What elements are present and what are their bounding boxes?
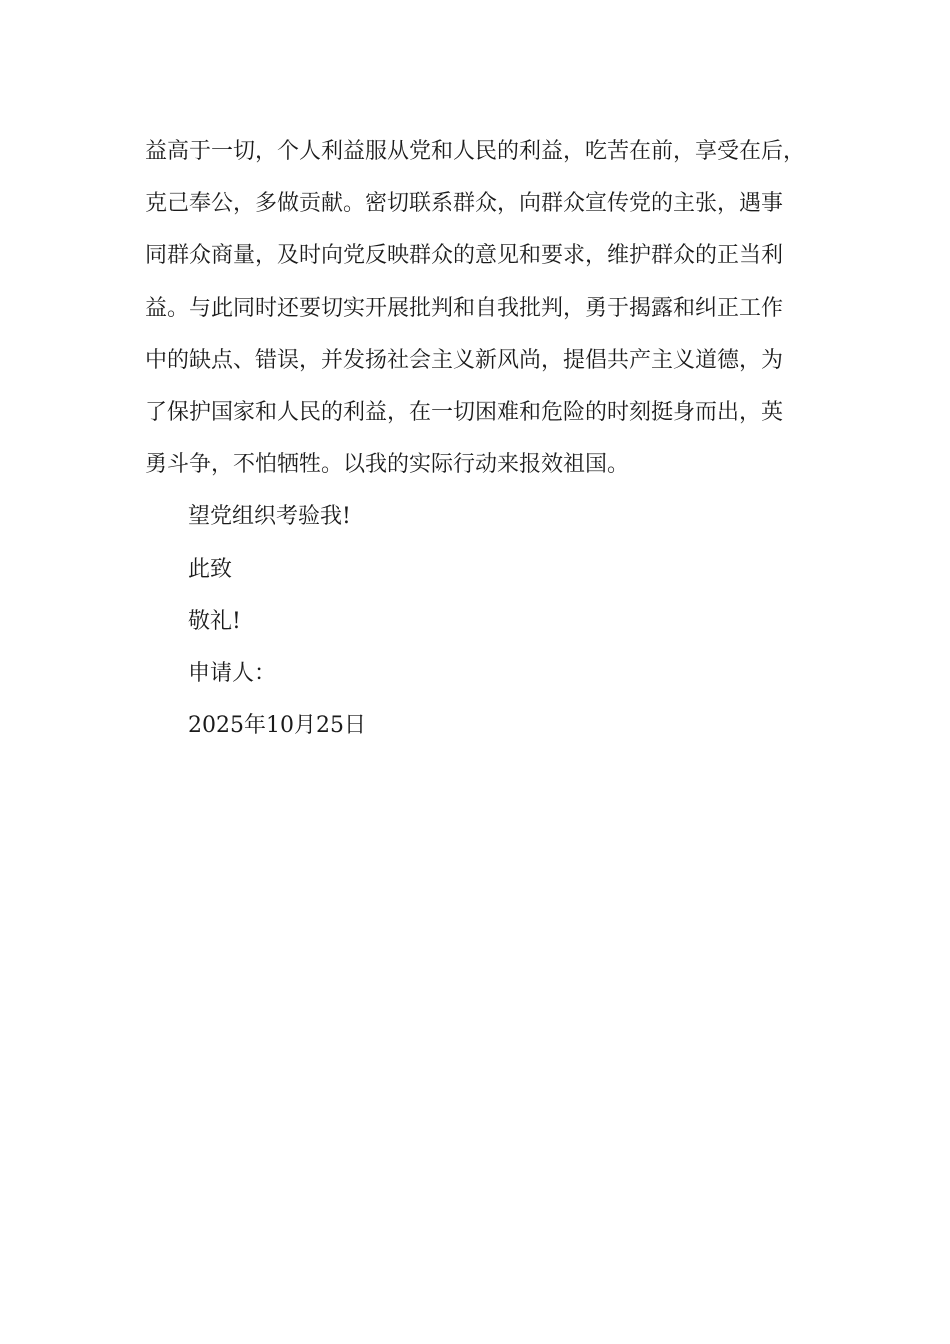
paragraph-line-1: 益高于一切，个人利益服从党和人民的利益，吃苦在前，享受在后， [145, 139, 806, 164]
applicant-label: 申请人： [188, 660, 277, 686]
paragraph-line-2: 克己奉公，多做贡献。密切联系群众，向群众宣传党的主张，遇事 [145, 191, 784, 217]
paragraph-line-3: 同群众商量，及时向党反映群众的意见和要求，维护群众的正当利 [145, 243, 784, 269]
salutation-jing-li: 敬礼! [188, 608, 241, 634]
paragraph-line-7: 勇斗争，不怕牺牲。以我的实际行动来报效祖国。 [145, 452, 630, 478]
document-body [145, 126, 845, 752]
salutation-ci-zhi: 此致 [188, 556, 233, 582]
paragraph-line-4: 益。与此同时还要切实开展批判和自我批判，勇于揭露和纠正工作 [145, 295, 784, 321]
paragraph-line-6: 了保护国家和人民的利益，在一切困难和危险的时刻挺身而出，英 [145, 399, 784, 425]
closing-request: 望党组织考验我! [188, 504, 351, 530]
application-date: 2025年10月25日 [188, 713, 366, 739]
paragraph-line-5: 中的缺点、错误，并发扬社会主义新风尚，提倡共产主义道德，为 [145, 347, 784, 373]
